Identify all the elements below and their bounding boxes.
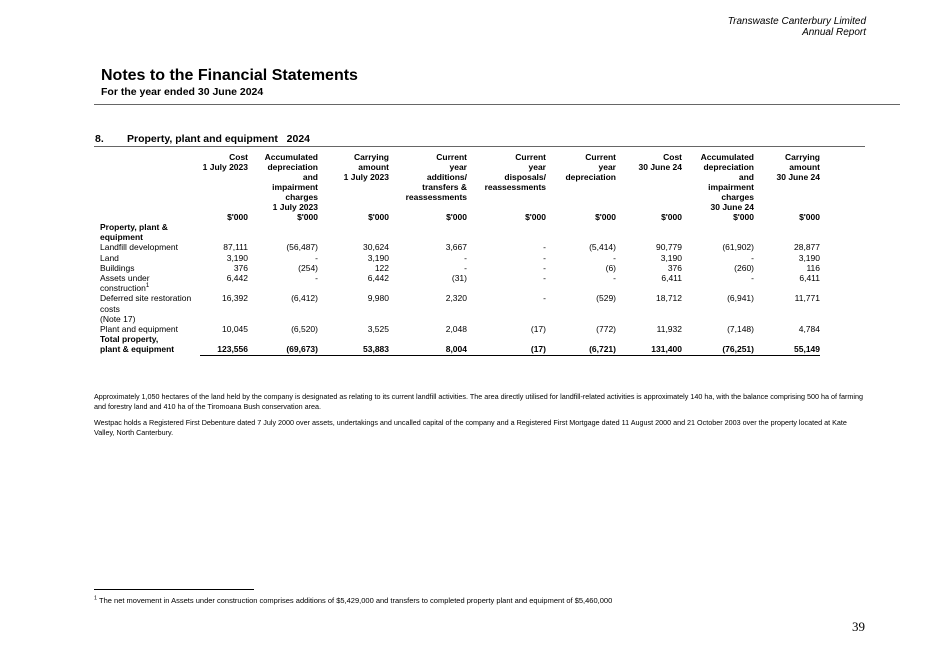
table-cell: 6,411 bbox=[661, 273, 682, 284]
table-cell: 122 bbox=[374, 262, 389, 273]
table-cell: (254) bbox=[298, 262, 318, 273]
column-header-line: 30 June 24 bbox=[710, 202, 754, 212]
column-header-line: 1 July 2023 bbox=[272, 202, 318, 212]
table-cell: (6) bbox=[605, 262, 616, 273]
column-header-line: Carrying bbox=[785, 152, 820, 162]
column-header-line: reassessments bbox=[484, 182, 546, 192]
total-cell: (17) bbox=[467, 344, 546, 355]
row-label-text: Land bbox=[100, 252, 119, 263]
row-label-text: Plant and equipment bbox=[100, 324, 178, 335]
table-cell: 10,045 bbox=[222, 324, 248, 335]
report-header bbox=[728, 16, 866, 38]
total-cell: 131,400 bbox=[616, 344, 682, 355]
ppe-table bbox=[100, 152, 820, 356]
table-cell: 3,190 bbox=[226, 252, 248, 263]
table-cell: - bbox=[751, 252, 754, 263]
table-cell: 6,442 bbox=[367, 273, 389, 284]
row-label bbox=[100, 273, 200, 293]
table-cell: - bbox=[543, 293, 546, 304]
table-cell: (6,412) bbox=[291, 293, 318, 304]
column-header bbox=[200, 152, 248, 212]
section-divider bbox=[94, 146, 865, 147]
total-row bbox=[100, 344, 820, 355]
row-label bbox=[100, 263, 200, 273]
table-cell: 3,190 bbox=[660, 252, 682, 263]
table-units-row bbox=[100, 212, 820, 222]
column-header-line: year bbox=[598, 162, 616, 172]
row-label-note: (Note 17) bbox=[100, 313, 136, 324]
category-row bbox=[100, 222, 820, 242]
table-cell: 87,111 bbox=[223, 242, 248, 253]
row-label bbox=[100, 242, 200, 252]
table-cell: - bbox=[315, 273, 318, 284]
table-cell: 11,932 bbox=[656, 324, 682, 335]
table-cell: 3,667 bbox=[445, 242, 467, 253]
footnote-text: The net movement in Assets under construction comprises additions of $5,429,000 and transfers to completed property plant and equipment of $5,460,000 bbox=[97, 596, 613, 605]
table-cell: - bbox=[543, 273, 546, 284]
unit-header: $'000 bbox=[297, 212, 318, 222]
total-cell: (6,721) bbox=[546, 344, 616, 355]
table-cell: (61,902) bbox=[722, 242, 754, 253]
column-header-line: amount bbox=[358, 162, 389, 172]
page-subtitle: For the year ended 30 June 2024 bbox=[101, 86, 264, 98]
section-heading bbox=[95, 133, 310, 145]
column-header-line: depreciation bbox=[703, 162, 754, 172]
footnote-divider bbox=[94, 589, 254, 590]
table-row bbox=[100, 324, 820, 334]
total-cell: 55,149 bbox=[754, 344, 820, 355]
total-label-2: plant & equipment bbox=[100, 344, 175, 355]
table-row bbox=[100, 263, 820, 273]
table-cell: (56,487) bbox=[286, 242, 318, 253]
land-note-paragraph: Approximately 1,050 hectares of the land held by the company is designated as relating to its current landfill activities. The area directly utilised for landfill-related activities is approximately 140 ha, with the balance comprising 500 ha of farming and forestry land and 410 ha of the Tiromoana Bush conservation area. bbox=[94, 392, 863, 411]
column-header-line: reassessments bbox=[405, 192, 467, 202]
footnote bbox=[94, 596, 612, 605]
column-header-line: Current bbox=[515, 152, 546, 162]
total-cell: 53,883 bbox=[318, 344, 389, 355]
table-cell: 116 bbox=[806, 262, 820, 273]
table-cell: 376 bbox=[233, 262, 248, 273]
table-cell: - bbox=[464, 262, 467, 273]
column-header-line: disposals/ bbox=[504, 172, 546, 182]
table-cell: 6,442 bbox=[226, 273, 248, 284]
footnote-reference: 1 bbox=[145, 283, 150, 290]
column-header-line: impairment bbox=[708, 182, 754, 192]
column-header-line: impairment bbox=[272, 182, 318, 192]
page-number: 39 bbox=[852, 619, 865, 634]
table-cell: - bbox=[613, 252, 616, 263]
table-row bbox=[100, 273, 820, 293]
column-header bbox=[389, 152, 467, 212]
column-header-line: Cost bbox=[663, 152, 682, 162]
table-row bbox=[100, 242, 820, 252]
column-header-line: transfers & bbox=[422, 182, 467, 192]
unit-header: $'000 bbox=[595, 212, 616, 222]
column-header-line: depreciation bbox=[565, 172, 616, 182]
table-cell: 3,190 bbox=[367, 252, 389, 263]
company-name: Transwaste Canterbury Limited bbox=[727, 16, 866, 27]
table-cell: - bbox=[543, 242, 546, 253]
table-cell: 376 bbox=[667, 262, 682, 273]
row-label bbox=[100, 324, 200, 334]
table-cell: 18,712 bbox=[656, 293, 682, 304]
table-cell: 2,048 bbox=[445, 324, 467, 335]
table-cell: 6,411 bbox=[799, 273, 820, 284]
table-cell: - bbox=[543, 252, 546, 263]
total-row-label bbox=[100, 334, 820, 344]
table-cell: (17) bbox=[530, 324, 546, 335]
page-title: Notes to the Financial Statements bbox=[101, 67, 358, 84]
column-header-line: charges bbox=[285, 192, 318, 202]
table-row bbox=[100, 253, 820, 263]
column-header-line: 30 June 24 bbox=[638, 162, 682, 172]
header-divider bbox=[94, 104, 900, 105]
table-cell: (31) bbox=[451, 273, 467, 284]
column-header-line: 1 July 2023 bbox=[343, 172, 389, 182]
table-cell: 28,877 bbox=[794, 242, 820, 253]
total-label-1: Total property, bbox=[100, 334, 159, 345]
table-header-row bbox=[100, 152, 820, 212]
table-cell: (260) bbox=[734, 262, 754, 273]
category-label: Property, plant & equipment bbox=[100, 222, 168, 243]
column-header-line: and bbox=[738, 172, 754, 182]
section-number: 8. bbox=[95, 133, 104, 145]
table-cell: (6,520) bbox=[291, 324, 318, 335]
row-label-text: Buildings bbox=[100, 262, 135, 273]
table-cell: - bbox=[315, 252, 318, 263]
table-cell: 16,392 bbox=[222, 293, 248, 304]
table-cell: - bbox=[751, 273, 754, 284]
table-cell: - bbox=[613, 273, 616, 284]
column-header-line: Current bbox=[436, 152, 467, 162]
column-header bbox=[318, 152, 389, 212]
column-header-line: year bbox=[528, 162, 546, 172]
unit-header: $'000 bbox=[661, 212, 682, 222]
column-header-line: amount bbox=[789, 162, 820, 172]
table-row bbox=[100, 293, 820, 324]
column-header-line: 1 July 2023 bbox=[202, 162, 248, 172]
column-header-line: Cost bbox=[229, 152, 248, 162]
table-cell: (6,941) bbox=[727, 293, 754, 304]
row-label bbox=[100, 253, 200, 263]
unit-header: $'000 bbox=[733, 212, 754, 222]
column-header bbox=[754, 152, 820, 212]
table-cell: 3,190 bbox=[798, 252, 820, 263]
unit-header: $'000 bbox=[525, 212, 546, 222]
unit-header: $'000 bbox=[446, 212, 467, 222]
row-label-text: Deferred site restoration costs bbox=[100, 293, 192, 314]
table-cell: (5,414) bbox=[589, 242, 616, 253]
table-cell: - bbox=[464, 252, 467, 263]
table-cell: 90,779 bbox=[656, 242, 682, 253]
column-header-line: 30 June 24 bbox=[776, 172, 820, 182]
column-header-line: Accumulated bbox=[264, 152, 318, 162]
table-cell: 4,784 bbox=[798, 324, 820, 335]
row-label bbox=[100, 293, 200, 324]
column-header-line: Carrying bbox=[354, 152, 389, 162]
report-name: Annual Report bbox=[802, 27, 866, 38]
table-cell: 30,624 bbox=[363, 242, 389, 253]
column-header bbox=[546, 152, 616, 212]
security-note-paragraph: Westpac holds a Registered First Debenture dated 7 July 2000 over assets, undertakings and uncalled capital of the company and a Registered First Mortgage dated 11 August 2000 and 21 October 2003 over the property located at Kate Valley, North Canterbury. bbox=[94, 418, 847, 437]
section-title: Property, plant and equipment 2024 bbox=[127, 133, 311, 145]
column-header-line: Current bbox=[585, 152, 616, 162]
table-cell: (772) bbox=[596, 324, 616, 335]
table-cell: 11,771 bbox=[794, 293, 820, 304]
column-header bbox=[248, 152, 318, 212]
column-header-line: Accumulated bbox=[700, 152, 754, 162]
column-header-line: year bbox=[449, 162, 467, 172]
table-cell: 3,525 bbox=[367, 324, 389, 335]
table-cell: (7,148) bbox=[727, 324, 754, 335]
table-cell: 9,980 bbox=[367, 293, 389, 304]
column-header-line: and bbox=[302, 172, 318, 182]
total-cell: 123,556 bbox=[200, 344, 248, 355]
table-cell: (529) bbox=[596, 293, 616, 304]
row-label-text: Landfill development bbox=[100, 242, 178, 253]
total-cell: 8,004 bbox=[389, 344, 467, 355]
column-header-line: additions/ bbox=[426, 172, 467, 182]
column-header-line: charges bbox=[721, 192, 754, 202]
row-label-text: Assets under construction bbox=[100, 273, 150, 294]
table-cell: 2,320 bbox=[445, 293, 467, 304]
total-cell: (69,673) bbox=[248, 344, 318, 355]
footnote-marker: 1 bbox=[94, 595, 98, 602]
column-header bbox=[467, 152, 546, 212]
unit-header: $'000 bbox=[368, 212, 389, 222]
total-cell: (76,251) bbox=[682, 344, 754, 355]
column-header bbox=[682, 152, 754, 212]
table-cell: - bbox=[543, 262, 546, 273]
column-header bbox=[616, 152, 682, 212]
unit-header: $'000 bbox=[227, 212, 248, 222]
unit-header: $'000 bbox=[799, 212, 820, 222]
column-header-line: depreciation bbox=[267, 162, 318, 172]
